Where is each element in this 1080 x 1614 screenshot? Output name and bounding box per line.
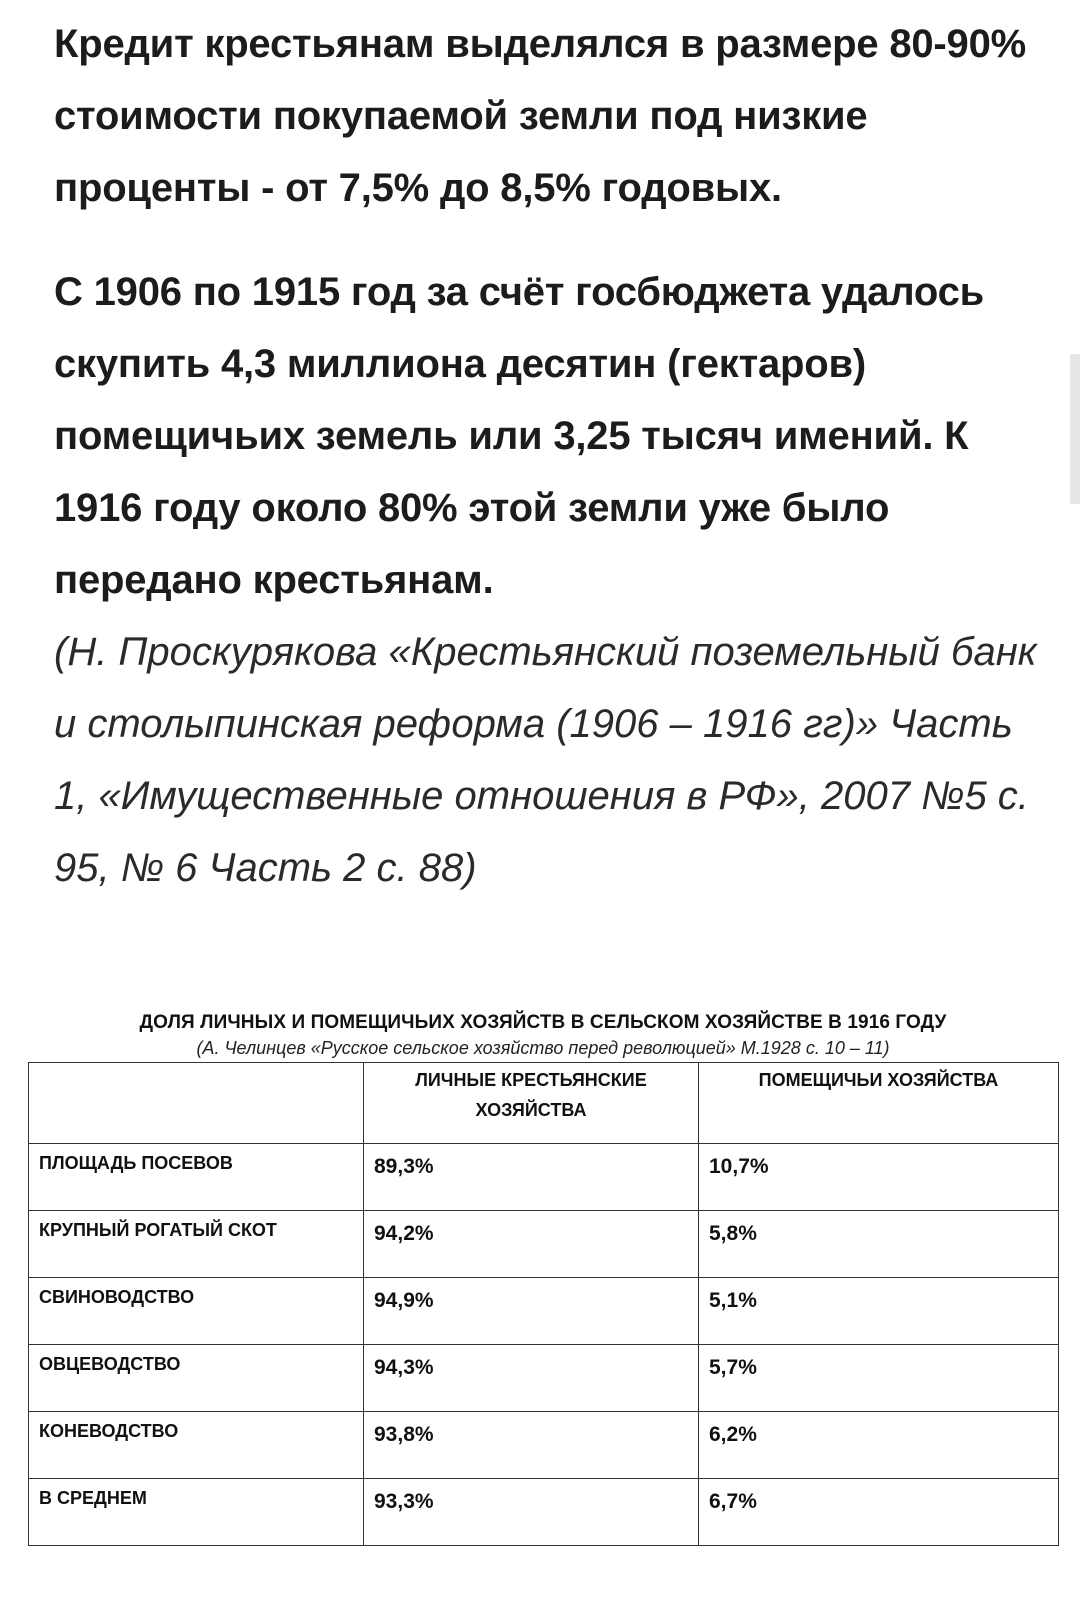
citation: (Н. Проскурякова «Крестьянский поземельный банк и столыпинская реформа (1906 – 1916 гг)» Часть 1, «Имущественные отношения в РФ», 2007 №5 с. 95, № 6 Часть 2 с. 88) <box>54 630 1037 890</box>
statistics-table-image <box>28 1010 1058 1546</box>
row-label: СВИНОВОДСТВО <box>29 1278 364 1345</box>
peasant-value: 94,3% <box>364 1345 699 1412</box>
header-empty <box>29 1063 364 1144</box>
table-row <box>29 1412 1059 1479</box>
row-label: В СРЕДНЕМ <box>29 1479 364 1546</box>
article-body <box>54 8 1044 904</box>
table-row <box>29 1211 1059 1278</box>
header-landlord: ПОМЕЩИЧЬИ ХОЗЯЙСТВА <box>699 1063 1059 1144</box>
row-label: ПЛОЩАДЬ ПОСЕВОВ <box>29 1144 364 1211</box>
header-peasant: ЛИЧНЫЕ КРЕСТЬЯНСКИЕ ХОЗЯЙСТВА <box>364 1063 699 1144</box>
landlord-value: 6,7% <box>699 1479 1059 1546</box>
landlord-value: 5,7% <box>699 1345 1059 1412</box>
peasant-value: 93,8% <box>364 1412 699 1479</box>
row-label: КРУПНЫЙ РОГАТЫЙ СКОТ <box>29 1211 364 1278</box>
landlord-value: 5,1% <box>699 1278 1059 1345</box>
peasant-value: 94,2% <box>364 1211 699 1278</box>
table-row <box>29 1345 1059 1412</box>
landlord-value: 6,2% <box>699 1412 1059 1479</box>
table-row <box>29 1278 1059 1345</box>
paragraph-credit: Кредит крестьянам выделялся в размере 80-90% стоимости покупаемой земли под низкие проценты - от 7,5% до 8,5% годовых. <box>54 22 1027 210</box>
table-row <box>29 1144 1059 1211</box>
paragraph-land-purchase: С 1906 по 1915 год за счёт госбюджета удалось скупить 4,3 миллиона десятин (гектаров) помещичьих земель или 3,25 тысяч имений. К 1916 году около 80% этой земли уже было передано крестьянам. <box>54 270 985 602</box>
table-source: (А. Челинцев «Русское сельское хозяйство перед революцией» М.1928 с. 10 – 11) <box>196 1038 890 1058</box>
landlord-value: 5,8% <box>699 1211 1059 1278</box>
statistics-table <box>28 1062 1059 1546</box>
landlord-value: 10,7% <box>699 1144 1059 1211</box>
scrollbar-thumb[interactable] <box>1070 354 1080 504</box>
row-label: ОВЦЕВОДСТВО <box>29 1345 364 1412</box>
peasant-value: 89,3% <box>364 1144 699 1211</box>
table-header-row <box>29 1063 1059 1144</box>
row-label: КОНЕВОДСТВО <box>29 1412 364 1479</box>
peasant-value: 93,3% <box>364 1479 699 1546</box>
table-title: ДОЛЯ ЛИЧНЫХ И ПОМЕЩИЧЬИХ ХОЗЯЙСТВ В СЕЛЬСКОМ ХОЗЯЙСТВЕ В 1916 ГОДУ <box>139 1012 947 1033</box>
peasant-value: 94,9% <box>364 1278 699 1345</box>
table-row <box>29 1479 1059 1546</box>
